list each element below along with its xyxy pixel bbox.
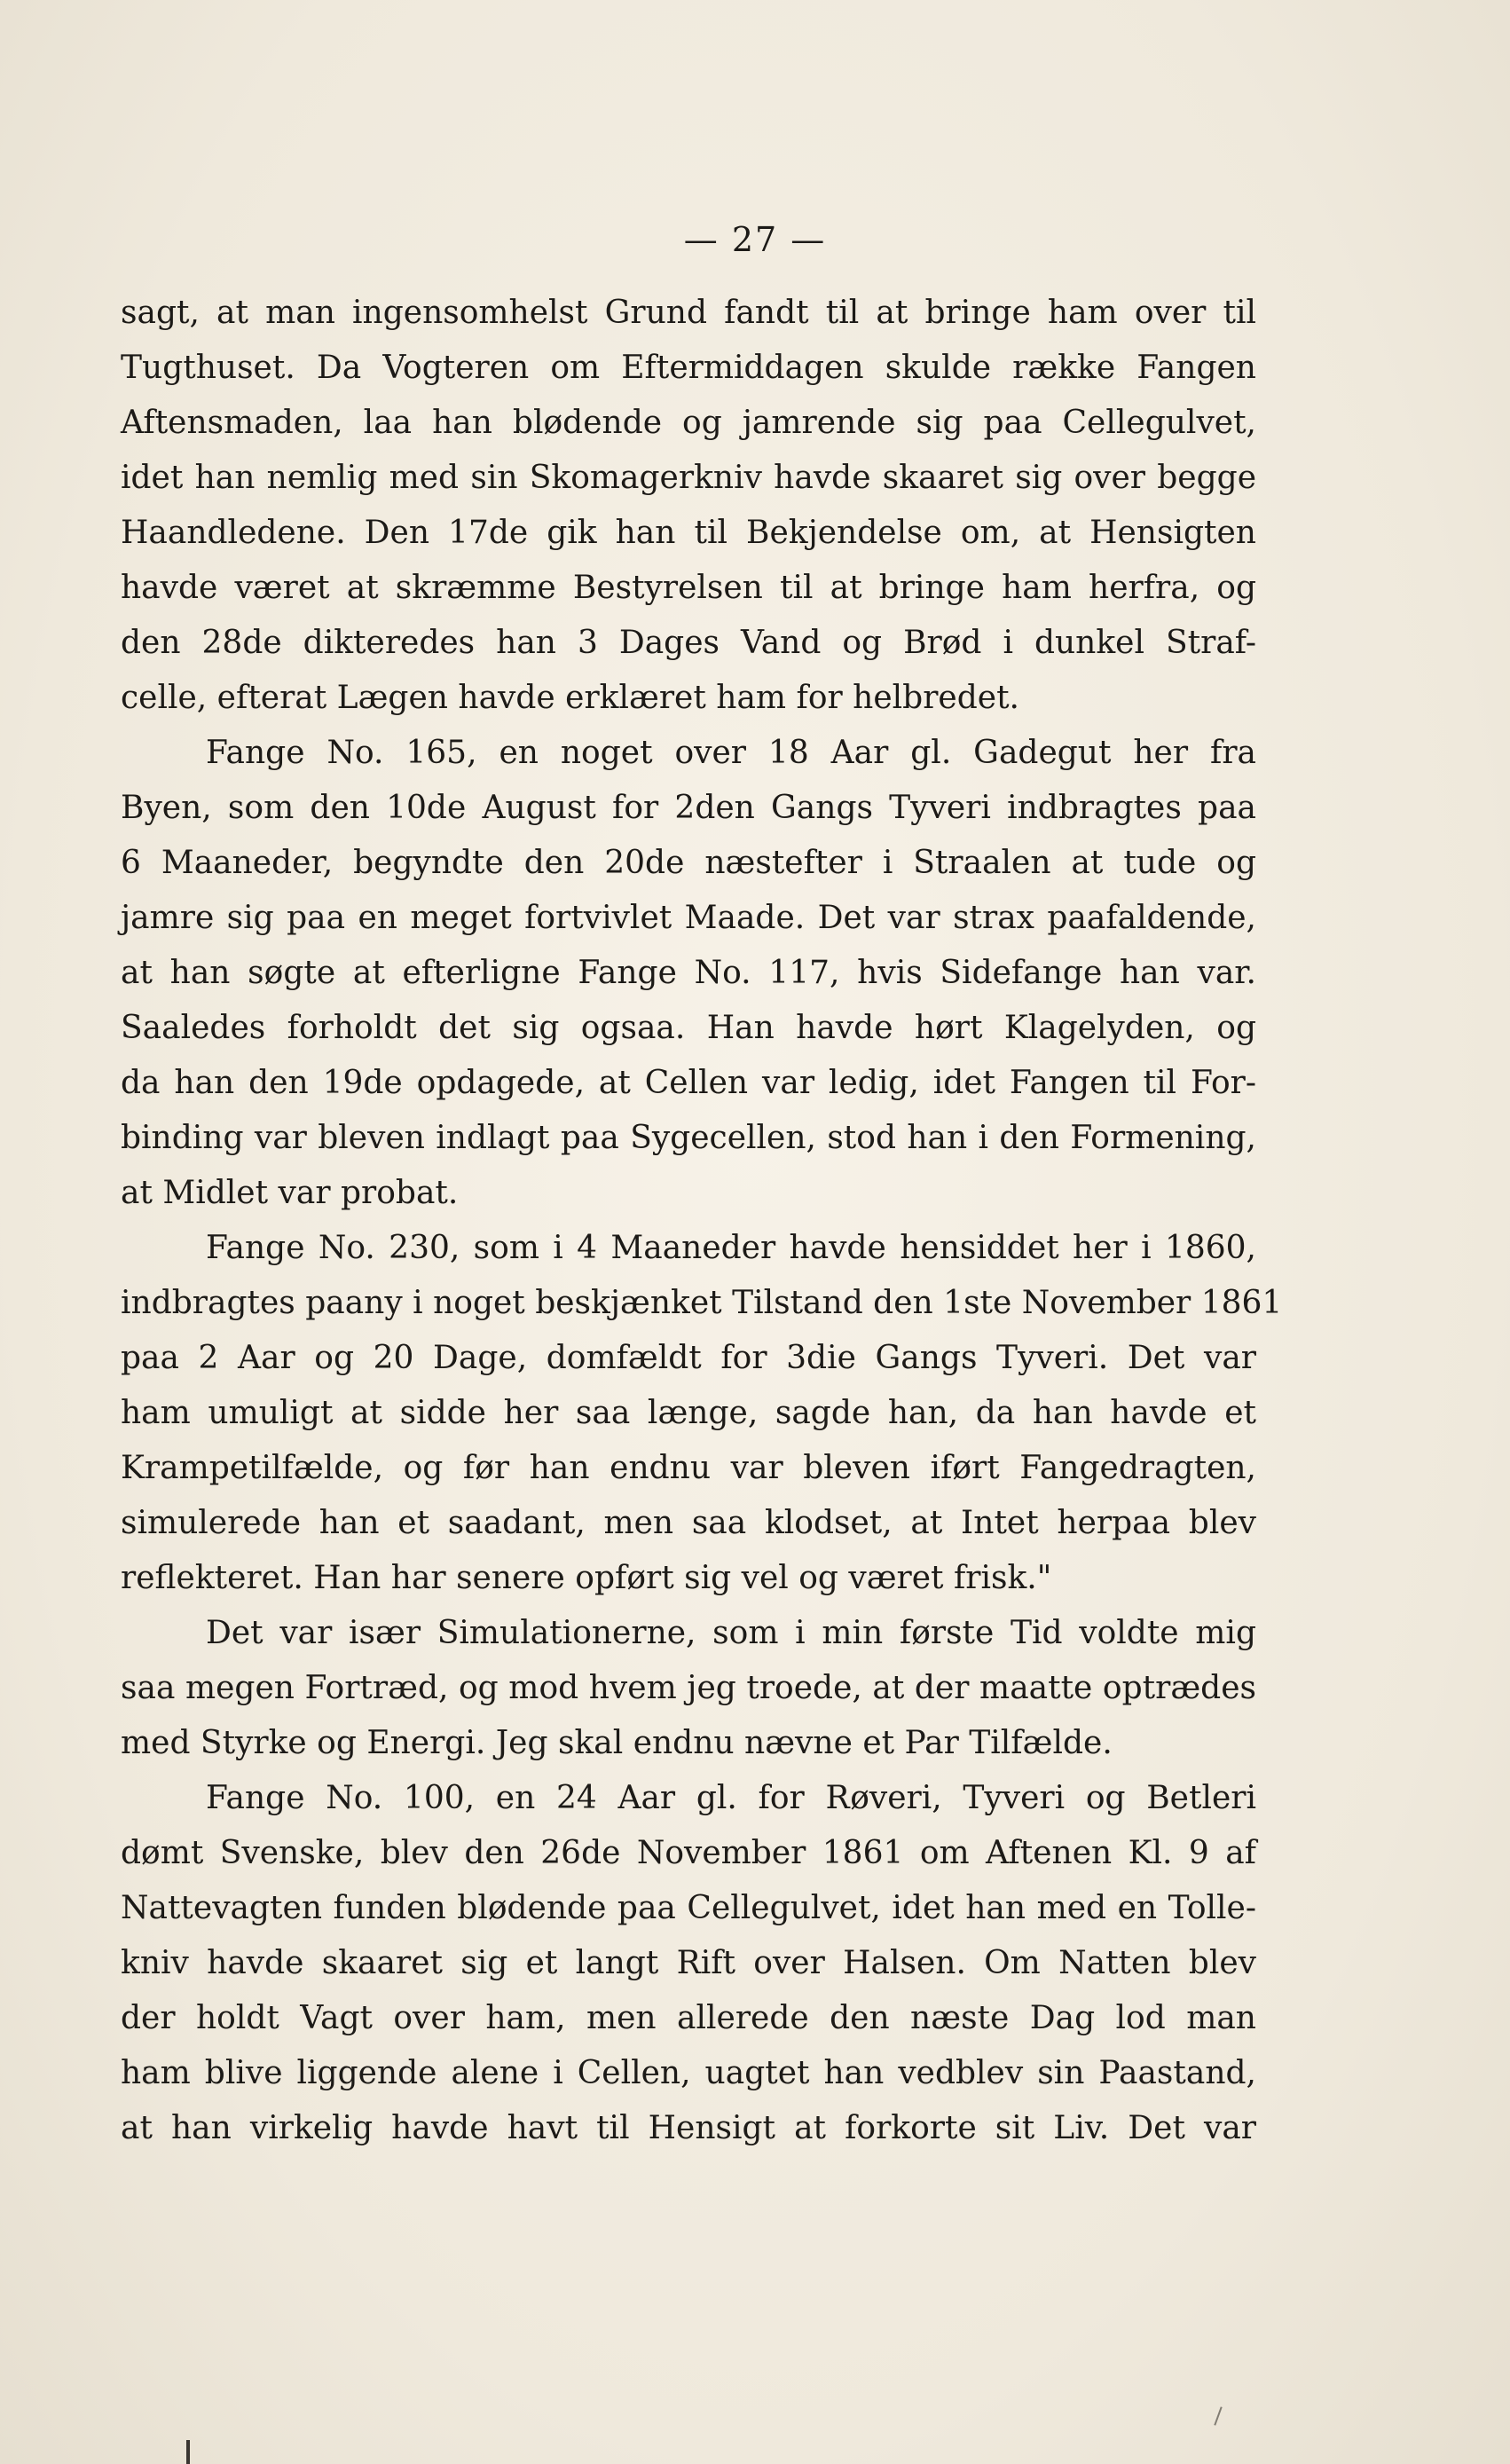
text-line: da han den 19de opdagede, at Cellen var ledig, idet Fangen til For- [121, 1065, 1256, 1101]
text-line: Krampetilfælde, og før han endnu var bleven iført Fangedragten, [121, 1450, 1256, 1486]
text-line: ham blive liggende alene i Cellen, uagtet han vedblev sin Paastand, [121, 2055, 1256, 2091]
text-line: ham umuligt at sidde her saa længe, sagde han, da han havde et [121, 1395, 1256, 1431]
text-line: binding var bleven indlagt paa Sygecellen, stod han i den Formening, [121, 1120, 1256, 1156]
text-line: at han søgte at efterligne Fange No. 117, hvis Sidefange han var. [121, 955, 1256, 991]
paragraph-1 [121, 286, 1256, 726]
paragraph-4 [121, 1606, 1256, 1771]
text-line: sagt, at man ingensomhelst Grund fandt til at bringe ham over til [121, 295, 1256, 331]
text-line: Haandledene. Den 17de gik han til Bekjendelse om, at Hensigten [121, 515, 1256, 551]
paragraph-2 [121, 726, 1256, 1221]
text-line: kniv havde skaaret sig et langt Rift over Halsen. Om Natten blev [121, 1945, 1256, 1981]
text-line: med Styrke og Energi. Jeg skal endnu nævne et Par Tilfælde. [121, 1725, 1113, 1761]
text-line: idet han nemlig med sin Skomagerkniv havde skaaret sig over begge [121, 460, 1256, 496]
text-line: Nattevagten funden blødende paa Cellegulvet, idet han med en Tolle- [121, 1890, 1256, 1926]
text-line: reflekteret. Han har senere opført sig vel og været frisk." [121, 1560, 1052, 1596]
paragraph-3 [121, 1221, 1283, 1606]
paragraph-5 [121, 1771, 1256, 2156]
text-line: 6 Maaneder, begyndte den 20de næstefter i Straalen at tude og [121, 845, 1256, 881]
scan-mark [1214, 2406, 1222, 2425]
text-line: der holdt Vagt over ham, men allerede den næste Dag lod man [121, 2000, 1256, 2036]
text-line: indbragtes paany i noget beskjænket Tilstand den 1ste November 1861 [121, 1285, 1283, 1321]
text-line: Byen, som den 10de August for 2den Gangs Tyveri indbragtes paa [121, 790, 1256, 826]
text-line: saa megen Fortræd, og mod hvem jeg troede, at der maatte optrædes [121, 1670, 1256, 1706]
text-line: celle, efterat Lægen havde erklæret ham for helbredet. [121, 680, 1019, 716]
text-line: Fange No. 230, som i 4 Maaneder havde hensiddet her i 1860, [206, 1230, 1256, 1266]
text-line: at han virkelig havde havt til Hensigt at forkorte sit Liv. Det var [121, 2110, 1256, 2146]
text-line: Fange No. 165, en noget over 18 Aar gl. Gadegut her fra [206, 735, 1256, 771]
text-line: havde været at skræmme Bestyrelsen til at bringe ham herfra, og [121, 570, 1256, 606]
body-text [121, 286, 1283, 2156]
scan-mark [186, 2440, 190, 2464]
text-line: jamre sig paa en meget fortvivlet Maade. Det var strax paafaldende, [121, 900, 1256, 936]
text-line: at Midlet var probat. [121, 1175, 459, 1211]
text-line: Fange No. 100, en 24 Aar gl. for Røveri, Tyveri og Betleri [206, 1780, 1256, 1816]
text-line: Aftensmaden, laa han blødende og jamrende sig paa Cellegulvet, [121, 405, 1256, 441]
text-line: dømt Svenske, blev den 26de November 1861 om Aftenen Kl. 9 af [121, 1835, 1256, 1871]
text-line: Tugthuset. Da Vogteren om Eftermiddagen skulde række Fangen [121, 350, 1256, 386]
page-number: — 27 — [683, 220, 827, 259]
text-line: Det var især Simulationerne, som i min første Tid voldte mig [206, 1615, 1256, 1651]
text-line: simulerede han et saadant, men saa klodset, at Intet herpaa blev [121, 1505, 1256, 1541]
text-line: Saaledes forholdt det sig ogsaa. Han havde hørt Klagelyden, og [121, 1010, 1256, 1046]
text-line: den 28de dikteredes han 3 Dages Vand og Brød i dunkel Straf- [121, 625, 1256, 661]
text-line: paa 2 Aar og 20 Dage, domfældt for 3die Gangs Tyveri. Det var [121, 1340, 1256, 1376]
